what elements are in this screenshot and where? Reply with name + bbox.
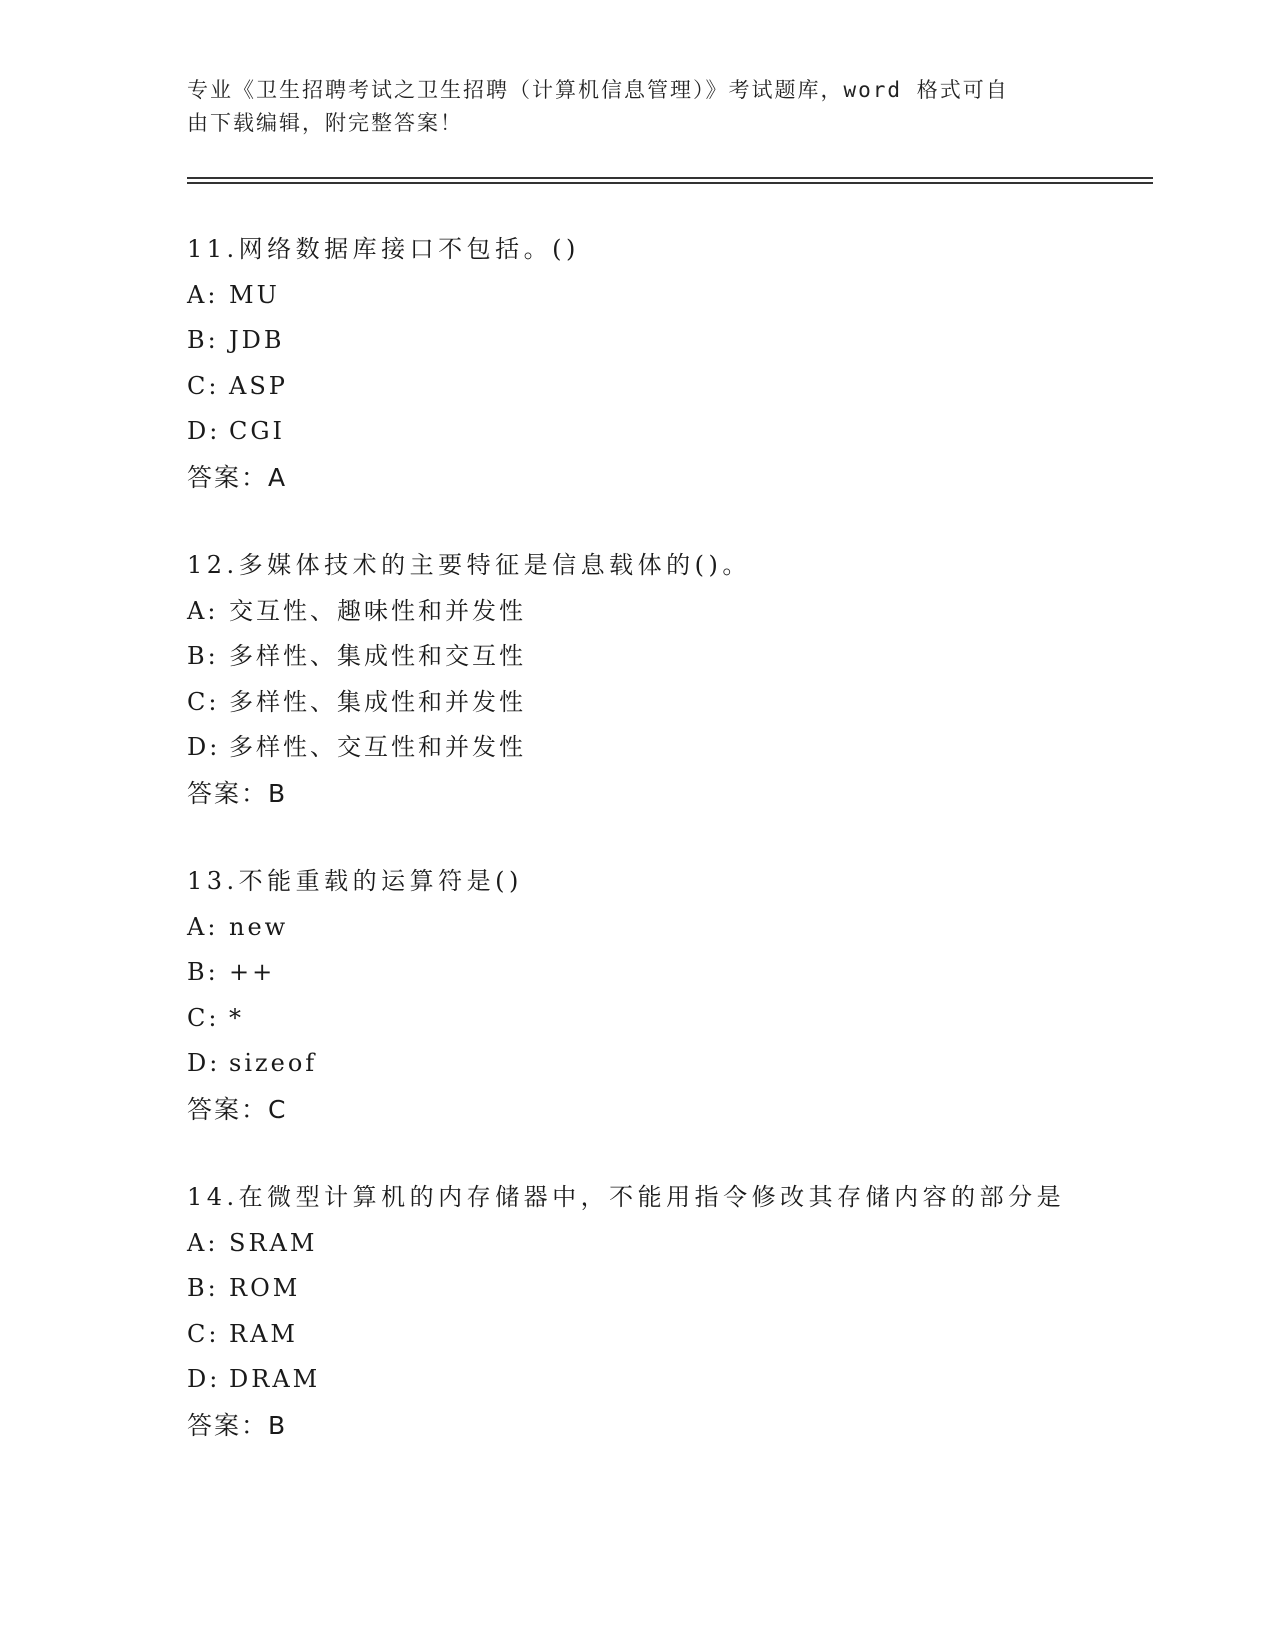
option-letter: A: (187, 280, 219, 309)
header-rule-top (187, 177, 1153, 179)
answer-value: B (268, 1410, 286, 1440)
option-text: 多样性、集成性和交互性 (229, 642, 526, 670)
document-header (187, 74, 1087, 140)
option-text: ++ (229, 958, 276, 986)
question-stem: 14.在微型计算机的内存储器中，不能用指令修改其存储内容的部分是 (187, 1183, 1066, 1211)
option-text: MU (229, 280, 280, 309)
option-b (187, 950, 1147, 996)
option-text: new (229, 912, 289, 941)
option-letter: A: (187, 596, 219, 625)
option-letter: B: (187, 326, 219, 354)
question-stem: 11.网络数据库接口不包括。() (187, 235, 580, 263)
answer-label: 答案： (187, 778, 269, 808)
option-text: sizeof (229, 1049, 318, 1077)
header-line-2: 由下载编辑，附完整答案！ (187, 111, 463, 135)
option-letter: C: (187, 1003, 220, 1032)
answer-label: 答案： (187, 1094, 269, 1124)
question-11 (187, 227, 1147, 500)
header-rule-bottom (187, 182, 1153, 184)
header-line-1: 专业《卫生招聘考试之卫生招聘（计算机信息管理）》考试题库，word 格式可自 (187, 78, 1009, 102)
option-d (187, 725, 1147, 771)
option-d (187, 1041, 1147, 1087)
option-letter: D: (187, 417, 221, 445)
option-letter: B: (187, 642, 219, 670)
answer-value: C (268, 1094, 286, 1124)
option-letter: A: (187, 912, 219, 941)
option-letter: B: (187, 958, 219, 986)
answer-label: 答案： (187, 1410, 269, 1440)
answer (187, 455, 1147, 501)
option-a (187, 273, 1147, 319)
option-c (187, 680, 1147, 726)
option-a (187, 589, 1147, 635)
answer (187, 1403, 1147, 1449)
option-a (187, 905, 1147, 951)
option-text: RAM (229, 1319, 298, 1348)
answer-value: B (268, 778, 286, 808)
option-b (187, 318, 1147, 364)
option-letter: A: (187, 1228, 219, 1257)
option-d (187, 409, 1147, 455)
question-12 (187, 543, 1147, 816)
question-14 (187, 1175, 1147, 1448)
option-letter: B: (187, 1274, 219, 1302)
answer-label: 答案： (187, 462, 269, 492)
option-text: 交互性、趣味性和并发性 (229, 596, 526, 625)
option-letter: C: (187, 1319, 220, 1348)
option-text: CGI (229, 417, 286, 445)
option-b (187, 634, 1147, 680)
option-b (187, 1266, 1147, 1312)
option-c (187, 996, 1147, 1042)
question-13 (187, 859, 1147, 1132)
answer (187, 1087, 1147, 1133)
option-text: 多样性、交互性和并发性 (229, 733, 526, 761)
question-stem: 13.不能重载的运算符是() (187, 867, 523, 895)
option-a (187, 1221, 1147, 1267)
option-text: ASP (229, 371, 288, 400)
option-c (187, 364, 1147, 410)
option-text: ROM (229, 1274, 301, 1302)
option-letter: C: (187, 687, 220, 716)
option-letter: D: (187, 1365, 221, 1393)
option-text: SRAM (229, 1228, 318, 1257)
question-stem: 12.多媒体技术的主要特征是信息载体的()。 (187, 551, 751, 579)
option-c (187, 1312, 1147, 1358)
option-text: * (229, 1003, 244, 1032)
option-d (187, 1357, 1147, 1403)
option-text: 多样性、集成性和并发性 (229, 687, 526, 716)
option-letter: C: (187, 371, 220, 400)
option-letter: D: (187, 1049, 221, 1077)
option-text: DRAM (229, 1365, 321, 1393)
option-text: JDB (229, 326, 285, 354)
answer-value: A (268, 462, 286, 492)
answer (187, 771, 1147, 817)
option-letter: D: (187, 733, 221, 761)
